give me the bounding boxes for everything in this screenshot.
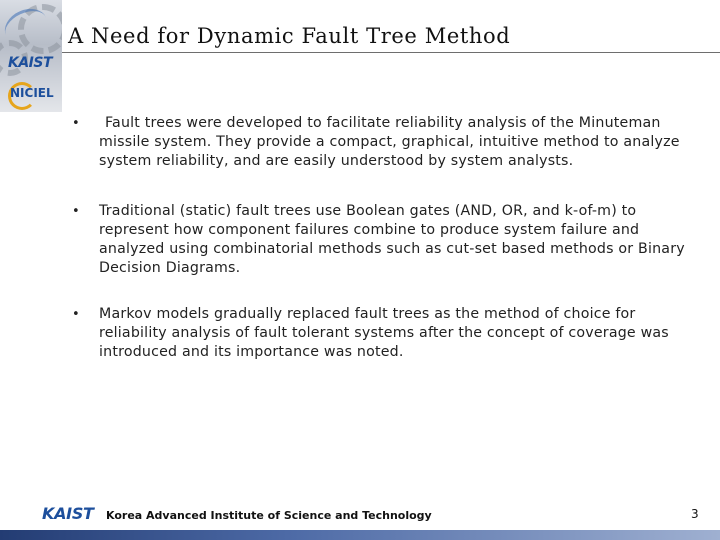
niciel-logo-text: NICIEL xyxy=(10,86,54,100)
bullet-text: Markov models gradually replaced fault trees as the method of choice for reliability analysis of fault tolerant systems after the concept of coverage was introduced and its importance was noted. xyxy=(99,306,669,360)
bullet-marker: • xyxy=(72,307,80,322)
bullet-text: Fault trees were developed to facilitate reliability analysis of the Minuteman missile system. They provide a compact, graphical, intuitive method to analyze system reliability, and are easily understood by system analysts. xyxy=(99,115,680,169)
slide-title: A Need for Dynamic Fault Tree Method xyxy=(68,24,511,48)
footer-bar xyxy=(0,530,720,540)
niciel-logo xyxy=(10,80,54,106)
header-logo-panel xyxy=(0,0,62,112)
footer-institution: Korea Advanced Institute of Science and Technology xyxy=(106,509,432,522)
bullet-text: Traditional (static) fault trees use Boolean gates (AND, OR, and k-of-m) to represent how component failures combine to produce system failure and analyzed using combinatorial methods such as cut-set based methods or Binary Decision Diagrams. xyxy=(99,203,685,276)
page-number: 3 xyxy=(691,507,699,521)
title-divider xyxy=(62,52,720,53)
kaist-logo: KAIST xyxy=(8,55,53,71)
slide-footer xyxy=(0,504,720,540)
bullet-marker: • xyxy=(72,204,80,219)
footer-kaist-logo: KAIST xyxy=(42,504,94,523)
bullet-marker: • xyxy=(72,116,80,131)
